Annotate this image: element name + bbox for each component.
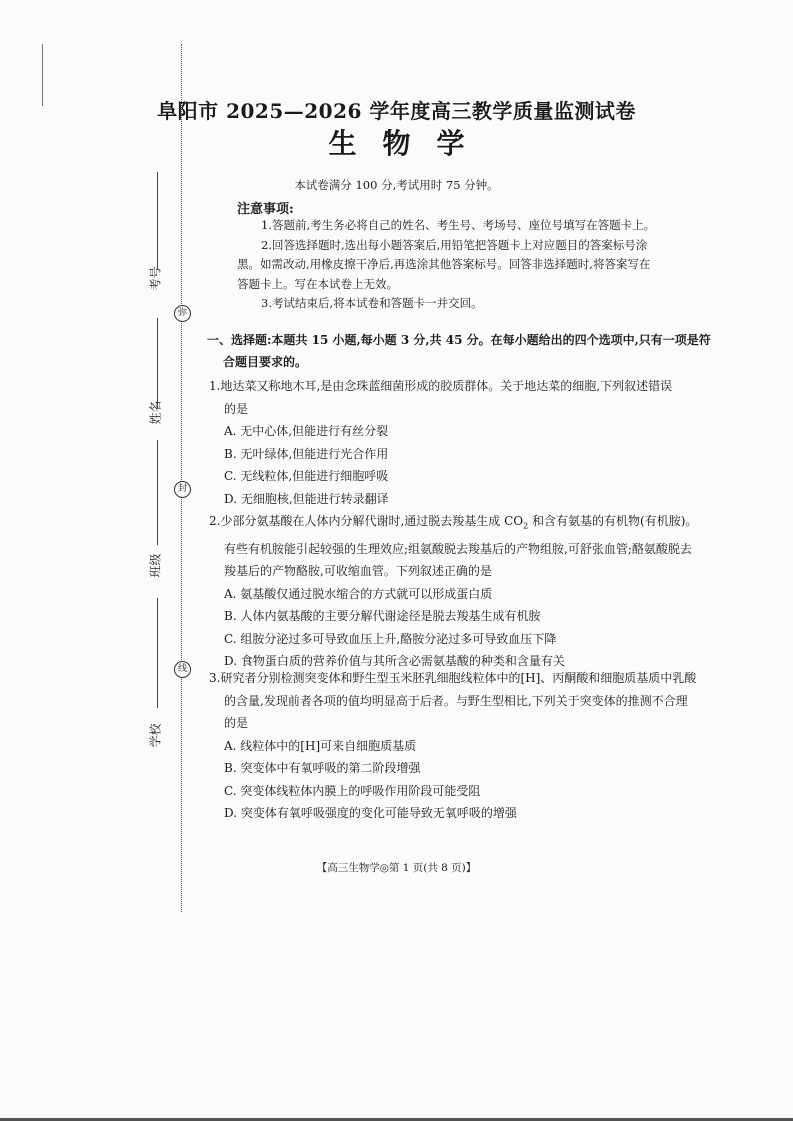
option-a: A. 无中心体,但能进行有丝分裂 bbox=[224, 424, 389, 438]
score-info: 本试卷满分 100 分,考试用时 75 分钟。 bbox=[294, 178, 499, 192]
question-stem: 1.地达菜又称地木耳,是由念珠蓝细菌形成的胶质群体。关于地达菜的细胞,下列叙述错误 bbox=[209, 379, 673, 393]
notice-item: 1.答题前,考生务必将自己的姓名、考生号、考场号、座位号填写在答题卡上。 bbox=[261, 218, 656, 232]
question-stem: 的是 bbox=[224, 401, 249, 416]
option-a: A. 线粒体中的[H]可来自细胞质基质 bbox=[224, 738, 417, 753]
option-d: D. 突变体有氧呼吸强度的变化可能导致无氧呼吸的增强 bbox=[224, 806, 517, 820]
notice-item: 黑。如需改动,用橡皮擦干净后,再选涂其他答案标号。回答非选择题时,将答案写在 bbox=[237, 257, 651, 271]
notice-body bbox=[237, 216, 707, 314]
seal-xian: 线 bbox=[174, 661, 191, 678]
school-line bbox=[157, 598, 158, 708]
option-b: B. 人体内氨基酸的主要分解代谢途径是脱去羧基生成有机胺 bbox=[224, 609, 541, 624]
question-1 bbox=[209, 375, 729, 510]
question-stem: 的含量,发现前者各项的值均明显高于后者。与野生型相比,下列关于突变体的推测不合理 bbox=[224, 693, 688, 708]
seal-line bbox=[181, 44, 182, 912]
question-3 bbox=[209, 667, 729, 825]
class-line bbox=[157, 440, 158, 545]
class-label: 班级 bbox=[148, 553, 163, 578]
question-stem: 的是 bbox=[224, 716, 249, 730]
option-d: D. 无细胞核,但能进行转录翻译 bbox=[224, 491, 389, 506]
option-c: C. 突变体线粒体内膜上的呼吸作用阶段可能受阻 bbox=[224, 783, 481, 798]
exam-no-label: 考号 bbox=[148, 266, 163, 291]
notice-title: 注意事项: bbox=[237, 202, 294, 217]
notice-item: 答题卡上。写在本试卷上无效。 bbox=[237, 276, 398, 291]
name-line bbox=[157, 318, 158, 408]
school-label: 学校 bbox=[148, 723, 163, 748]
page-footer: 【高三生物学◎第 1 页(共 8 页)】 bbox=[316, 862, 477, 874]
option-b: B. 无叶绿体,但能进行光合作用 bbox=[224, 446, 389, 461]
exam-title: 阜阳市 2025—2026 学年度高三教学质量监测试卷 bbox=[157, 99, 636, 123]
question-stem: 3.研究者分别检测突变体和野生型玉米胚乳细胞线粒体中的[H]、丙酮酸和细胞质基质中乳酸 bbox=[209, 671, 697, 685]
notice-item: 3.考试结束后,将本试卷和答题卡一并交回。 bbox=[261, 296, 483, 310]
scan-edge bbox=[0, 1118, 793, 1121]
seal-feng: 封 bbox=[174, 481, 191, 498]
option-d: D. 食物蛋白质的营养价值与其所含必需氨基酸的种类和含量有关 bbox=[224, 654, 565, 669]
question-stem: 羧基后的产物酪胺,可收缩血管。下列叙述正确的是 bbox=[224, 564, 492, 579]
seal-mi: 弥 bbox=[174, 305, 191, 322]
question-stem: 有些有机胺能引起较强的生理效应;组氨酸脱去羧基后的产物组胺,可舒张血管;酪氨酸脱去 bbox=[224, 541, 692, 556]
section-line: 一、选择题:本题共 15 小题,每小题 3 分,共 45 分。在每小题给出的四个选项中,只有一项是符 bbox=[207, 333, 711, 347]
question-2 bbox=[209, 510, 729, 673]
name-label: 姓名 bbox=[148, 400, 163, 425]
notice-item: 2.回答选择题时,选出每小题答案后,用铅笔把答题卡上对应题目的答案标号涂 bbox=[261, 237, 648, 252]
option-c: C. 组胺分泌过多可导致血压上升,酪胺分泌过多可导致血压下降 bbox=[224, 631, 557, 646]
option-c: C. 无线粒体,但能进行细胞呼吸 bbox=[224, 469, 389, 483]
option-a: A. 氨基酸仅通过脱水缩合的方式就可以形成蛋白质 bbox=[224, 586, 493, 601]
section-line: 合题目要求的。 bbox=[223, 355, 308, 369]
section-heading bbox=[207, 329, 727, 373]
question-stem: 2.少部分氨基酸在人体内分解代谢时,通过脱去羧基生成 $CO_2$ 和含有氨基的有机物(有机胺)。 bbox=[209, 514, 698, 531]
subject-title: 生物学 bbox=[328, 127, 491, 160]
option-b: B. 突变体中有氧呼吸的第二阶段增强 bbox=[224, 761, 421, 775]
